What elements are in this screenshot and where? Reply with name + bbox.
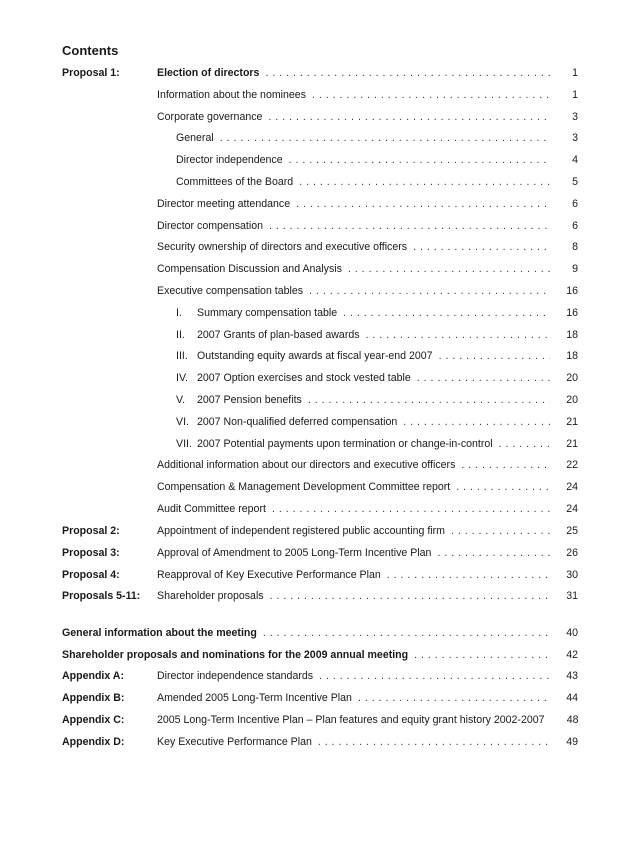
toc-entry-text: Summary compensation table	[197, 307, 338, 319]
toc-entry-title	[157, 284, 303, 298]
toc-entry-title	[157, 669, 313, 683]
page-number: 43	[566, 670, 578, 682]
toc-entry[interactable]	[62, 546, 578, 560]
toc-entry-text: 2007 Option exercises and stock vested table	[197, 372, 411, 384]
toc-entry-title	[157, 546, 431, 560]
dot-leader	[439, 349, 550, 363]
toc-entry-title	[157, 568, 381, 582]
dot-leader	[403, 415, 550, 429]
dot-leader	[318, 735, 550, 749]
toc-entry[interactable]	[62, 713, 578, 727]
dot-leader	[387, 568, 550, 582]
page-number: 21	[566, 438, 578, 450]
toc-entry[interactable]	[62, 735, 578, 749]
toc-entry[interactable]	[62, 691, 578, 705]
toc-entry[interactable]	[62, 393, 578, 407]
page-number: 16	[566, 307, 578, 319]
toc-entry-title	[157, 262, 342, 276]
toc-entry-text: Compensation Discussion and Analysis	[157, 263, 342, 275]
toc-entry-title	[157, 480, 450, 494]
section-label: Proposal 1:	[62, 67, 120, 79]
toc-entry-title	[157, 589, 264, 603]
toc-entry-text: Executive compensation tables	[157, 285, 304, 297]
toc-entry[interactable]	[62, 458, 578, 472]
toc-entry-text: Audit Committee report	[157, 503, 266, 515]
toc-entry-text: Key Executive Performance Plan	[157, 736, 312, 748]
toc-entry-title	[157, 240, 407, 254]
toc-entry[interactable]	[62, 626, 578, 640]
toc-entry-title	[157, 153, 283, 167]
toc-entry-text: 2007 Pension benefits	[197, 394, 302, 406]
toc-entry-text: Approval of Amendment to 2005 Long-Term Incentive Plan	[157, 547, 432, 559]
section-label: Appendix D:	[62, 736, 125, 748]
toc-entry-text: Committees of the Board	[176, 176, 294, 188]
page-number: 20	[566, 372, 578, 384]
toc-entry-text: 2007 Potential payments upon termination or change-in-control	[197, 438, 493, 450]
toc-entry[interactable]	[62, 502, 578, 516]
page-number: 8	[572, 241, 578, 253]
dot-leader	[296, 197, 550, 211]
page-number: 3	[572, 111, 578, 123]
toc-entry[interactable]	[62, 197, 578, 211]
dot-leader	[358, 691, 550, 705]
page-number: 24	[566, 481, 578, 493]
toc-entry-title	[157, 131, 214, 145]
dot-leader	[366, 328, 550, 342]
page-number: 40	[566, 627, 578, 639]
dot-leader	[413, 240, 550, 254]
roman-numeral: VII.	[176, 438, 192, 450]
toc-entry-title	[157, 197, 290, 211]
toc-entry-title	[157, 713, 545, 727]
toc-entry[interactable]	[62, 262, 578, 276]
page-number: 4	[572, 154, 578, 166]
dot-leader	[270, 589, 550, 603]
page-number: 20	[566, 394, 578, 406]
toc-entry-title	[157, 371, 411, 385]
dot-leader	[343, 306, 550, 320]
toc-entry-text: General	[176, 132, 214, 144]
toc-entry-text: Compensation & Management Development Committee report	[157, 481, 451, 493]
page-number: 44	[566, 692, 578, 704]
toc-entry[interactable]	[62, 328, 578, 342]
toc-entry-title	[157, 328, 360, 342]
page-number: 21	[566, 416, 578, 428]
toc-entry-text: Director independence standards	[157, 670, 314, 682]
page-number: 9	[572, 263, 578, 275]
dot-leader	[263, 626, 550, 640]
toc-entry[interactable]	[62, 669, 578, 683]
toc-entry-title	[157, 175, 293, 189]
toc-entry-text: Director independence	[176, 154, 283, 166]
toc-entry[interactable]	[62, 568, 578, 582]
page-number: 25	[566, 525, 578, 537]
toc-entry-text: Outstanding equity awards at fiscal year-end 2007	[197, 350, 433, 362]
dot-leader	[417, 371, 550, 385]
toc-entry[interactable]	[62, 219, 578, 233]
toc-entry-text: Shareholder proposals	[157, 590, 264, 602]
toc-entry-text: Reapproval of Key Executive Performance Plan	[157, 569, 381, 581]
page-number: 1	[572, 67, 578, 79]
toc-entry[interactable]	[62, 240, 578, 254]
dot-leader	[220, 131, 550, 145]
page-number: 1	[572, 89, 578, 101]
toc-entry[interactable]	[62, 306, 578, 320]
toc-entry-text: Director meeting attendance	[157, 198, 291, 210]
toc-entry[interactable]	[62, 589, 578, 603]
dot-leader	[319, 669, 550, 683]
dot-leader	[289, 153, 550, 167]
page-number: 16	[566, 285, 578, 297]
dot-leader	[312, 88, 550, 102]
toc-entry[interactable]	[62, 524, 578, 538]
toc-entry[interactable]	[62, 371, 578, 385]
dot-leader	[461, 458, 550, 472]
toc-entry[interactable]	[62, 66, 578, 80]
toc-entry[interactable]	[62, 131, 578, 145]
toc-entry-text: General information about the meeting	[62, 627, 257, 639]
dot-leader	[414, 648, 550, 662]
dot-leader	[456, 480, 550, 494]
toc-entry-text: Appointment of independent registered public accounting firm	[157, 525, 445, 537]
dot-leader	[269, 219, 550, 233]
section-label: Appendix C:	[62, 714, 125, 726]
toc-entry[interactable]	[62, 153, 578, 167]
toc-entry[interactable]	[62, 175, 578, 189]
toc-entry[interactable]	[62, 480, 578, 494]
page-number: 31	[566, 590, 578, 602]
dot-leader	[499, 437, 550, 451]
toc-entry[interactable]	[62, 88, 578, 102]
page-number: 3	[572, 132, 578, 144]
page-number: 49	[566, 736, 578, 748]
toc-entry[interactable]	[62, 437, 578, 451]
toc-entry[interactable]	[62, 284, 578, 298]
page-number: 42	[566, 649, 578, 661]
dot-leader	[437, 546, 550, 560]
toc-entry[interactable]	[62, 648, 578, 662]
dot-leader	[299, 175, 550, 189]
toc-entry-title	[62, 626, 257, 640]
page-number: 24	[566, 503, 578, 515]
toc-entry-title	[157, 735, 312, 749]
toc-entry-title	[157, 502, 266, 516]
dot-leader	[309, 284, 550, 298]
dot-leader	[348, 262, 550, 276]
dot-leader	[308, 393, 550, 407]
toc-entry-text: Corporate governance	[157, 111, 263, 123]
toc-entry-title	[157, 415, 397, 429]
toc-entry-title	[157, 219, 263, 233]
roman-numeral: V.	[176, 394, 186, 406]
toc-entry-text: Information about the nominees	[157, 89, 306, 101]
section-label: Appendix B:	[62, 692, 125, 704]
page-number: 26	[566, 547, 578, 559]
page-number: 6	[572, 198, 578, 210]
toc-entry[interactable]	[62, 415, 578, 429]
roman-numeral: IV.	[176, 372, 188, 384]
section-label: Appendix A:	[62, 670, 124, 682]
page-number: 5	[572, 176, 578, 188]
toc-entry-title	[157, 66, 259, 80]
toc-entry-title	[157, 437, 493, 451]
toc-entry[interactable]	[62, 110, 578, 124]
toc-entry-text: Additional information about our directors and executive officers	[157, 459, 456, 471]
toc-entry-title	[62, 648, 408, 662]
section-label: Proposal 4:	[62, 569, 120, 581]
toc-entry-title	[157, 393, 302, 407]
roman-numeral: VI.	[176, 416, 189, 428]
section-label: Proposals 5-11:	[62, 590, 141, 602]
page-title: Contents	[62, 43, 119, 58]
toc-entry-text: Amended 2005 Long-Term Incentive Plan	[157, 692, 352, 704]
toc-entry-text: 2007 Grants of plan-based awards	[197, 329, 360, 341]
toc-entry-title	[157, 691, 352, 705]
toc-entry-title	[157, 110, 262, 124]
toc-entry-text: 2005 Long-Term Incentive Plan – Plan features and equity grant history 2002-2007	[157, 714, 545, 726]
dot-leader	[272, 502, 550, 516]
toc-entry-title	[157, 349, 433, 363]
roman-numeral: III.	[176, 350, 188, 362]
toc-entry[interactable]	[62, 349, 578, 363]
page-number: 48	[566, 714, 579, 726]
toc-entry-text: Election of directors	[157, 67, 260, 79]
toc-entry-title	[157, 88, 306, 102]
dot-leader	[268, 110, 550, 124]
toc-entry-text: 2007 Non-qualified deferred compensation	[197, 416, 398, 428]
section-label: Proposal 3:	[62, 547, 120, 559]
toc-entry-text: Security ownership of directors and executive officers	[157, 241, 408, 253]
page-number: 18	[566, 329, 578, 341]
toc-entry-title	[157, 458, 455, 472]
page-number: 18	[566, 350, 578, 362]
section-label: Proposal 2:	[62, 525, 120, 537]
dot-leader	[451, 524, 550, 538]
roman-numeral: I.	[176, 307, 182, 319]
toc-entry-text: Director compensation	[157, 220, 263, 232]
page-number: 6	[572, 220, 578, 232]
roman-numeral: II.	[176, 329, 185, 341]
toc-entry-title	[157, 306, 337, 320]
page-number: 30	[566, 569, 578, 581]
dot-leader	[265, 66, 550, 80]
toc-entry-text: Shareholder proposals and nominations for the 2009 annual meeting	[62, 649, 409, 661]
toc-entry-title	[157, 524, 445, 538]
page-number: 22	[566, 459, 578, 471]
